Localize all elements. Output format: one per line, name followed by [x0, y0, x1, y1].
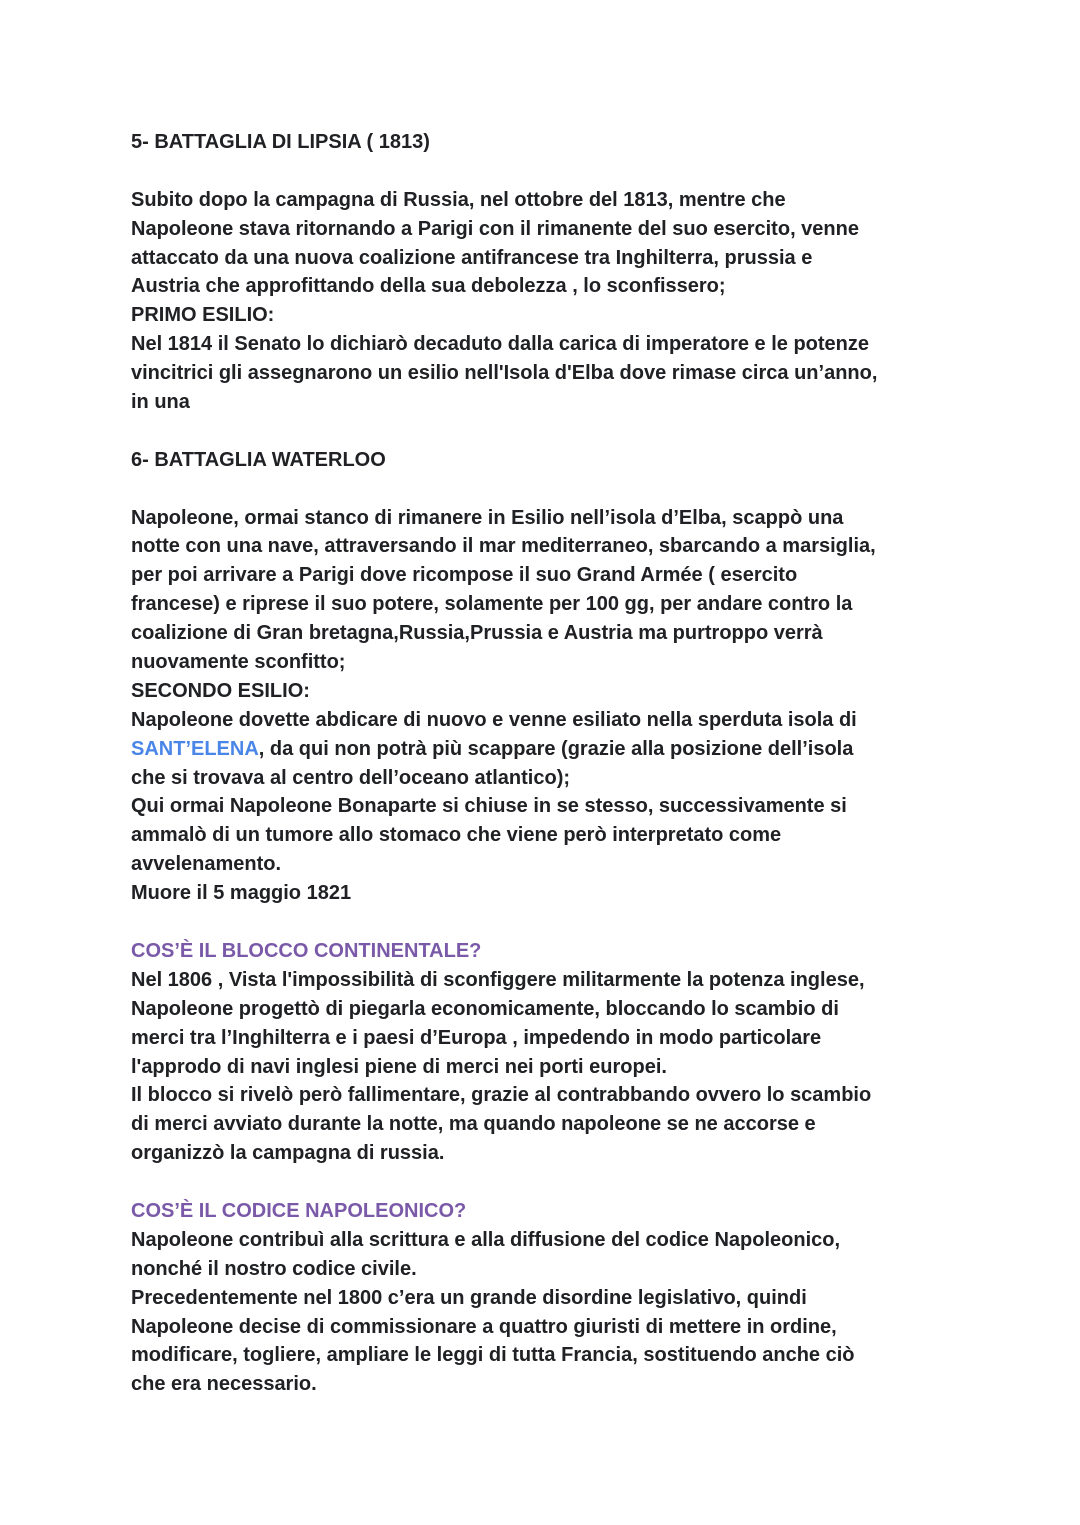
question-heading-blocco: COS’È IL BLOCCO CONTINENTALE? — [131, 939, 482, 962]
paragraph-line: ammalò di un tumore allo stomaco che viene però interpretato come — [131, 824, 782, 847]
paragraph-line: organizzò la campagna di russia. — [131, 1142, 445, 1165]
paragraph-line: Napoleone stava ritornando a Parigi con il rimanente del suo esercito, venne — [131, 217, 859, 240]
paragraph-line: Napoleone contribuì alla scrittura e alla diffusione del codice Napoleonico, — [131, 1228, 841, 1251]
paragraph-line: Muore il 5 maggio 1821 — [131, 882, 352, 905]
paragraph-line: nuovamente sconfitto; — [131, 651, 346, 674]
paragraph-line: vincitrici gli assegnarono un esilio nell'Isola d'Elba dove rimase circa un’anno, — [131, 362, 878, 385]
paragraph-line: francese) e riprese il suo potere, solamente per 100 gg, per andare contro la — [131, 593, 853, 616]
paragraph-line: nonché il nostro codice civile. — [131, 1257, 417, 1280]
paragraph-line: coalizione di Gran bretagna,Russia,Prussia e Austria ma purtroppo verrà — [131, 622, 823, 645]
paragraph-line: Nel 1806 , Vista l'impossibilità di sconfiggere militarmente la potenza inglese, — [131, 968, 865, 991]
paragraph-line: Napoleone decise di commissionare a quattro giuristi di mettere in ordine, — [131, 1315, 837, 1338]
paragraph-line-with-highlight — [131, 735, 961, 764]
paragraph-line: Qui ormai Napoleone Bonaparte si chiuse in se stesso, successivamente si — [131, 795, 847, 818]
paragraph-line: Napoleone dovette abdicare di nuovo e venne esiliato nella sperduta isola di — [131, 708, 857, 731]
paragraph-line: modificare, togliere, ampliare le leggi di tutta Francia, sostituendo anche ciò — [131, 1344, 855, 1367]
paragraph-line: l'approdo di navi inglesi piene di merci nei porti europei. — [131, 1055, 667, 1078]
spacer — [131, 908, 961, 937]
spacer — [131, 475, 961, 504]
line-rest: , da qui non potrà più scappare (grazie alla posizione dell’isola — [258, 737, 854, 760]
paragraph-line: Il blocco si rivelò però fallimentare, grazie al contrabbando ovvero lo scambio — [131, 1084, 872, 1107]
paragraph-line: Austria che approfittando della sua debolezza , lo sconfissero; — [131, 275, 726, 298]
paragraph-line: avvelenamento. — [131, 853, 282, 876]
subheading-secondo-esilio: SECONDO ESILIO: — [131, 679, 310, 702]
subheading-primo-esilio: PRIMO ESILIO: — [131, 304, 275, 327]
paragraph-line: notte con una nave, attraversando il mar mediterraneo, sbarcando a marsiglia, — [131, 535, 876, 558]
paragraph-line: che si trovava al centro dell’oceano atlantico); — [131, 766, 571, 789]
spacer — [131, 417, 961, 446]
paragraph-line: Napoleone, ormai stanco di rimanere in Esilio nell’isola d’Elba, scappò una — [131, 506, 844, 529]
question-heading-codice: COS’È IL CODICE NAPOLEONICO? — [131, 1199, 467, 1222]
paragraph-line: Precedentemente nel 1800 c’era un grande disordine legislativo, quindi — [131, 1286, 807, 1309]
highlight-sant-elena: SANT’ELENA — [131, 737, 259, 760]
spacer — [131, 157, 961, 186]
section-heading-waterloo: 6- BATTAGLIA WATERLOO — [131, 448, 386, 471]
paragraph-line: merci tra l’Inghilterra e i paesi d’Europa , impedendo in modo particolare — [131, 1026, 822, 1049]
paragraph-line: di merci avviato durante la notte, ma quando napoleone se ne accorse e — [131, 1113, 816, 1136]
paragraph-line: Napoleone progettò di piegarla economicamente, bloccando lo scambio di — [131, 997, 839, 1020]
paragraph-line: per poi arrivare a Parigi dove ricompose il suo Grand Armée ( esercito — [131, 564, 798, 587]
paragraph-line: attaccato da una nuova coalizione antifrancese tra Inghilterra, prussia e — [131, 246, 813, 269]
section-heading-lipsia: 5- BATTAGLIA DI LIPSIA ( 1813) — [131, 131, 430, 153]
paragraph-line: in una — [131, 391, 190, 414]
spacer — [131, 1168, 961, 1197]
paragraph-line: Subito dopo la campagna di Russia, nel ottobre del 1813, mentre che — [131, 188, 786, 211]
document-page — [131, 128, 961, 1399]
paragraph-line: Nel 1814 il Senato lo dichiarò decaduto dalla carica di imperatore e le potenze — [131, 333, 870, 356]
paragraph-line: che era necessario. — [131, 1373, 317, 1396]
